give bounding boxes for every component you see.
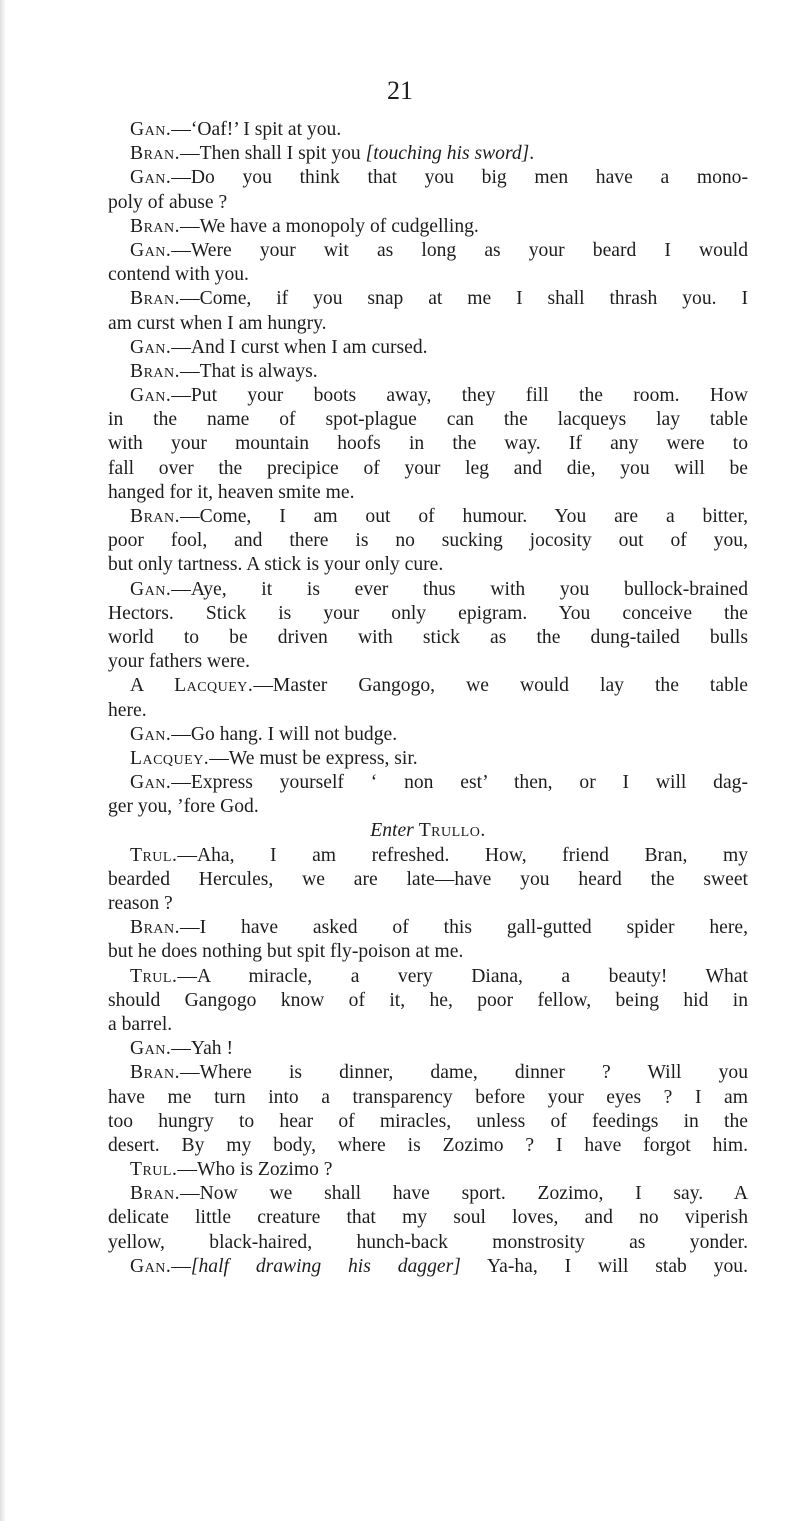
text-line xyxy=(108,481,748,505)
dialogue-text: poor fool, and there is no sucking jocosity out of you, xyxy=(108,530,748,552)
text-line xyxy=(108,1206,748,1230)
speaker-name: Bran. xyxy=(130,143,181,165)
text-line xyxy=(108,965,748,989)
speaker-name: Gan. xyxy=(130,723,172,745)
dialogue-text: but he does nothing but spit fly-poison at me. xyxy=(108,941,464,963)
speaker-name: Bran. xyxy=(130,917,181,939)
text-line xyxy=(108,384,748,408)
text-line xyxy=(108,505,748,529)
text-line xyxy=(108,1182,748,1206)
text-line xyxy=(108,287,748,311)
dialogue-text: —Where is dinner, dame, dinner ? Will you xyxy=(180,1062,748,1084)
dialogue-text: with your mountain hoofs in the way. If any were to xyxy=(108,433,748,455)
text-line xyxy=(108,360,748,384)
text-line xyxy=(108,142,748,166)
text-line xyxy=(108,578,748,602)
text-line xyxy=(108,650,748,674)
speaker-name: Bran. xyxy=(130,288,181,310)
dialogue-text: but only tartness. A stick is your only cure. xyxy=(108,554,444,576)
text-line xyxy=(108,771,748,795)
text-line xyxy=(108,239,748,263)
text-line xyxy=(108,699,748,723)
speaker-name: Lacquey. xyxy=(174,675,254,697)
dialogue-text: —We have a monopoly of cudgelling. xyxy=(180,215,479,237)
text-line xyxy=(108,432,748,456)
speaker-name: Trul. xyxy=(130,1159,178,1181)
speaker-name: Gan. xyxy=(130,1038,172,1060)
dialogue-text: —Were your wit as long as your beard I would xyxy=(171,239,748,261)
dialogue-text: —Put your boots away, they fill the room. How xyxy=(171,385,748,407)
dialogue-text: —I have asked of this gall-gutted spider here, xyxy=(180,917,748,939)
speaker-name: Gan. xyxy=(130,119,172,140)
speaker-name: Gan. xyxy=(130,385,172,407)
speaker-name: Gan. xyxy=(130,578,172,600)
dialogue-text: yellow, black-haired, hunch-back monstrosity as yonder. xyxy=(108,1231,748,1253)
speaker-name: Gan. xyxy=(130,1255,172,1277)
dialogue-text: too hungry to hear of miracles, unless of feedings in the xyxy=(108,1110,748,1132)
speaker-name: Gan. xyxy=(130,772,172,794)
speaker-name: Bran. xyxy=(130,1183,181,1205)
text-line xyxy=(108,1013,748,1037)
dialogue-text: your fathers were. xyxy=(108,651,250,673)
speaker-name: Bran. xyxy=(130,360,181,382)
dialogue-text: —We must be express, sir. xyxy=(209,747,418,769)
speaker-name: Trullo. xyxy=(418,820,486,842)
text-line xyxy=(108,408,748,432)
text-line xyxy=(108,1037,748,1061)
dialogue-text: . xyxy=(529,143,535,165)
text-line xyxy=(108,312,748,336)
speaker-name: Bran. xyxy=(130,1062,181,1084)
dialogue-text: contend with you. xyxy=(108,264,249,286)
speaker-name: Gan. xyxy=(130,336,172,358)
dialogue-text: poly of abuse ? xyxy=(108,191,228,213)
dialogue-text: —Master Gangogo, we would lay the table xyxy=(253,675,748,697)
dialogue-text: —Now we shall have sport. Zozimo, I say. A xyxy=(180,1183,748,1205)
dialogue-text: reason ? xyxy=(108,893,173,914)
dialogue-text: am curst when I am hungry. xyxy=(108,312,327,334)
dialogue-text: desert. By my body, where is Zozimo ? I have forgot him. xyxy=(108,1134,748,1156)
text-line xyxy=(108,1110,748,1134)
text-line xyxy=(108,553,748,577)
dialogue-text: delicate little creature that my soul loves, and no viperish xyxy=(108,1207,748,1229)
text-line xyxy=(108,747,748,771)
text-line xyxy=(108,166,748,190)
dialogue-text: —And I curst when I am cursed. xyxy=(171,336,428,358)
text-line xyxy=(108,118,748,142)
text-line xyxy=(108,1134,748,1158)
dialogue-text: —A miracle, a very Diana, a beauty! What xyxy=(177,965,748,987)
dialogue-text: have me turn into a transparency before your eyes ? I am xyxy=(108,1086,748,1108)
dialogue-text: —Then shall I spit you xyxy=(180,143,366,165)
text-line xyxy=(108,674,748,698)
speaker-name: Bran. xyxy=(130,506,181,527)
text-line xyxy=(108,1255,748,1279)
dialogue-text: —Aye, it is ever thus with you bullock-brained xyxy=(171,578,748,600)
speaker-name: Trul. xyxy=(130,844,178,866)
dialogue-text: —‘Oaf!’ I spit at you. xyxy=(171,119,342,140)
stage-direction: [half drawing his dagger] xyxy=(190,1255,461,1277)
dialogue-text: A xyxy=(130,675,175,697)
dialogue-text: a barrel. xyxy=(108,1013,173,1035)
text-line xyxy=(108,263,748,287)
text-line xyxy=(108,215,748,239)
text-line xyxy=(108,989,748,1013)
page-edge-shadow xyxy=(0,0,6,1521)
text-line xyxy=(108,940,748,964)
stage-direction: Enter xyxy=(370,820,419,842)
text-line xyxy=(108,723,748,747)
text-line xyxy=(108,1061,748,1085)
dialogue-text: —Express yourself ‘ non est’ then, or I will dag- xyxy=(171,772,748,794)
dialogue-text: ger you, ’fore God. xyxy=(108,796,259,818)
dialogue-text: — xyxy=(171,1255,191,1277)
text-line xyxy=(108,916,748,940)
speaker-name: Lacquey. xyxy=(130,747,210,769)
dialogue-text: fall over the precipice of your leg and die, you will be xyxy=(108,457,748,479)
text-line xyxy=(108,1086,748,1110)
dialogue-text: world to be driven with stick as the dung-tailed bulls xyxy=(108,626,748,648)
text-line xyxy=(108,191,748,215)
page-number: 21 xyxy=(387,76,413,105)
dialogue-text: —Go hang. I will not budge. xyxy=(171,723,398,745)
text-line xyxy=(108,868,748,892)
speaker-name: Trul. xyxy=(130,965,178,987)
dialogue-text: —Come, if you snap at me I shall thrash you. I xyxy=(180,288,748,310)
speaker-name: Gan. xyxy=(130,239,172,261)
dialogue-text: in the name of spot-plague can the lacqueys lay table xyxy=(108,409,748,431)
text-line xyxy=(108,529,748,553)
text-line xyxy=(108,844,748,868)
text-line xyxy=(108,626,748,650)
dialogue-text: hanged for it, heaven smite me. xyxy=(108,481,355,503)
dialogue-text: —Aha, I am refreshed. How, friend Bran, my xyxy=(177,844,748,866)
dialogue-text: —Yah ! xyxy=(171,1038,233,1060)
stage-direction: [touching his sword] xyxy=(365,143,530,165)
dialogue-text: should Gangogo know of it, he, poor fellow, being hid in xyxy=(108,989,748,1011)
play-text-body xyxy=(108,118,748,1279)
speaker-name: Bran. xyxy=(130,215,181,237)
dialogue-text: Hectors. Stick is your only epigram. You conceive the xyxy=(108,602,748,624)
dialogue-text: —That is always. xyxy=(180,360,318,382)
dialogue-text: here. xyxy=(108,699,147,721)
text-line xyxy=(108,457,748,481)
text-line xyxy=(108,602,748,626)
text-line xyxy=(108,1231,748,1255)
text-line xyxy=(108,819,748,843)
text-line xyxy=(108,892,748,916)
text-line xyxy=(108,1158,748,1182)
dialogue-text: bearded Hercules, we are late—have you heard the sweet xyxy=(108,868,748,890)
dialogue-text: Ya-ha, I will stab you. xyxy=(460,1255,748,1277)
dialogue-text: —Do you think that you big men have a mono- xyxy=(171,167,748,189)
dialogue-text: —Who is Zozimo ? xyxy=(177,1159,333,1181)
text-line xyxy=(108,336,748,360)
dialogue-text: —Come, I am out of humour. You are a bitter, xyxy=(180,506,748,527)
text-line xyxy=(108,795,748,819)
speaker-name: Gan. xyxy=(130,167,172,189)
